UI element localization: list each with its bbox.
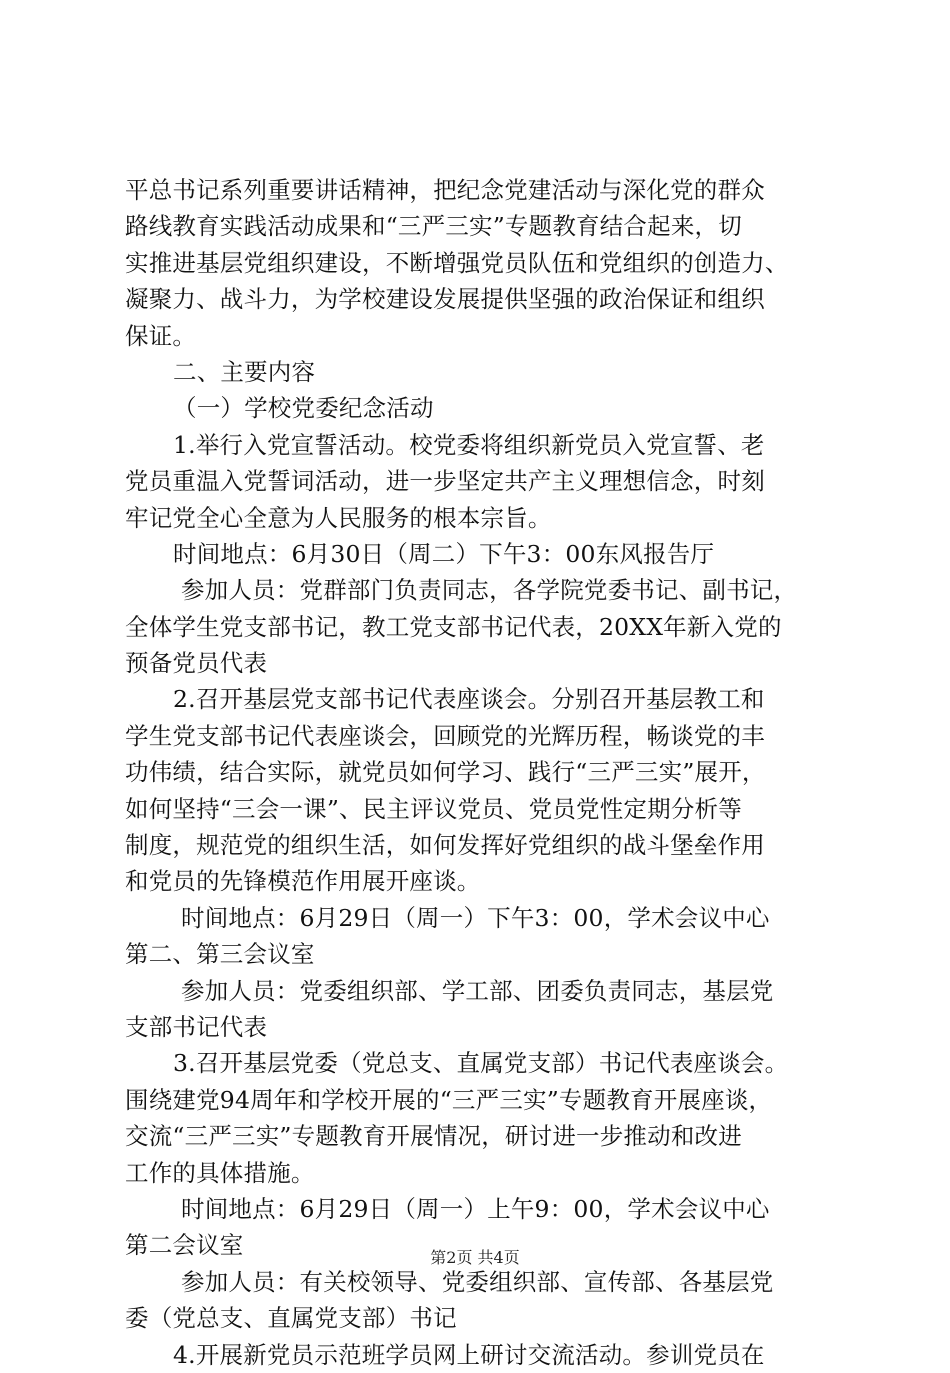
text-line: 工作的具体措施。 bbox=[125, 1158, 315, 1187]
page-number-footer: 第2页 共4页 bbox=[430, 1248, 520, 1267]
text-line: 第二会议室 bbox=[125, 1231, 244, 1260]
text-line: 功伟绩，结合实际，就党员如何学习、践行“三严三实”展开， bbox=[125, 758, 766, 787]
subsection-heading: （一）学校党委纪念活动 bbox=[173, 394, 434, 423]
text-line: 制度，规范党的组织生活，如何发挥好党组织的战斗堡垒作用 bbox=[125, 831, 765, 860]
text-line: 参加人员：党群部门负责同志，各学院党委书记、副书记， bbox=[181, 576, 798, 605]
text-line: 实推进基层党组织建设，不断增强党员队伍和党组织的创造力、 bbox=[125, 248, 789, 277]
text-line: 保证。 bbox=[125, 321, 197, 350]
document-body bbox=[125, 172, 837, 1373]
text-line: 学生党支部书记代表座谈会，回顾党的光辉历程，畅谈党的丰 bbox=[125, 721, 765, 750]
text-line: 党员重温入党誓词活动，进一步坚定共产主义理想信念，时刻 bbox=[125, 467, 765, 496]
text-line: 1.举行入党宣誓活动。校党委将组织新党员入党宣誓、老 bbox=[173, 430, 765, 459]
text-line: 围绕建党94周年和学校开展的“三严三实”专题教育开展座谈， bbox=[125, 1085, 773, 1114]
text-line: 全体学生党支部书记，教工党支部书记代表，20XX年新入党的 bbox=[125, 612, 782, 641]
text-line: 如何坚持“三会一课”、民主评议党员、党员党性定期分析等 bbox=[125, 794, 742, 823]
text-line: 凝聚力、战斗力，为学校建设发展提供坚强的政治保证和组织 bbox=[125, 285, 765, 314]
text-line: 2.召开基层党支部书记代表座谈会。分别召开基层教工和 bbox=[173, 685, 765, 714]
text-line: 平总书记系列重要讲话精神，把纪念党建活动与深化党的群众 bbox=[125, 176, 765, 204]
text-line: 时间地点：6月30日（周二）下午3：00东风报告厅 bbox=[173, 539, 715, 568]
text-line: 交流“三严三实”专题教育开展情况，研讨进一步推动和改进 bbox=[125, 1122, 742, 1151]
section-heading: 二、主要内容 bbox=[173, 357, 316, 386]
text-line: 参加人员：有关校领导、党委组织部、宣传部、各基层党 bbox=[181, 1267, 774, 1296]
text-line: 和党员的先锋模范作用展开座谈。 bbox=[125, 867, 481, 896]
text-line: 3.召开基层党委（党总支、直属党支部）书记代表座谈会。 bbox=[173, 1049, 789, 1078]
text-line: 委（党总支、直属党支部）书记 bbox=[125, 1304, 457, 1333]
text-line: 第二、第三会议室 bbox=[125, 940, 315, 969]
text-line: 路线教育实践活动成果和“三严三实”专题教育结合起来，切 bbox=[125, 212, 742, 241]
text-line: 4.开展新党员示范班学员网上研讨交流活动。参训党员在 bbox=[173, 1340, 765, 1369]
text-line: 牢记党全心全意为人民服务的根本宗旨。 bbox=[125, 503, 552, 532]
text-line: 预备党员代表 bbox=[125, 649, 268, 678]
text-line: 参加人员：党委组织部、学工部、团委负责同志，基层党 bbox=[181, 976, 774, 1005]
text-line: 时间地点：6月29日（周一）下午3：00，学术会议中心 bbox=[181, 903, 770, 932]
text-line: 支部书记代表 bbox=[125, 1012, 268, 1041]
text-line: 时间地点：6月29日（周一）上午9：00，学术会议中心 bbox=[181, 1194, 770, 1223]
